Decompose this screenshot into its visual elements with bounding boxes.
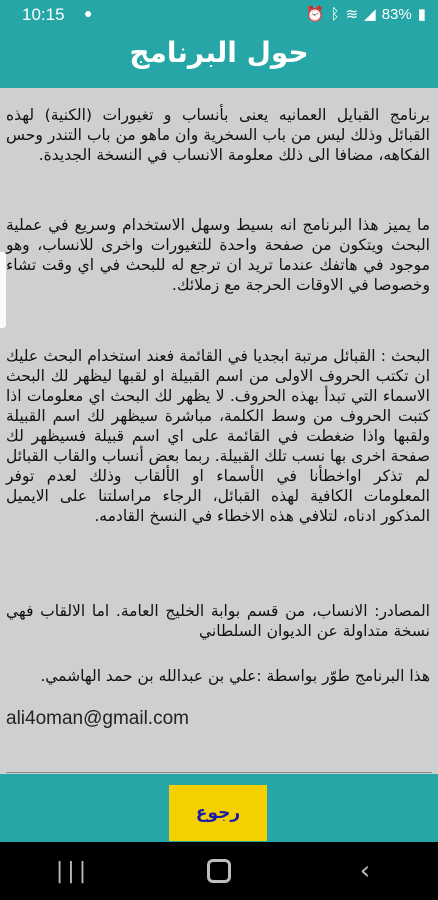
battery-percent: 83%: [381, 5, 412, 23]
about-paragraph-search: البحث : القبائل مرتبة ابجديا في القائمة فعند استخدام البحث عليك ان تكتب الحروف الاولى من اسم القبيلة او لقبها ليظهر لك البحث الاسماء التي تبدأ بهذه الحروف. لا يظهر لك البحث اي معلومات اذا كتبت الحروف من وسط الكلمة، مباشرة سيظهر لك اسم القبيلة ولقبها واذا ضغطت في القائمة على اي اسم قبيلة فسيظهر لك صفحة اخرى بها نسب تلك القبيلة. ربما بعض أنساب والقاب القبائل لم تذكر اواخطأنا في الأسماء او الألقاب وذلك لعدم توفر المعلومات الكافية لهذه القبائل، الرجاء مراسلتنا على الايميل المذكور ادناه، لتلافي هذه الاخطاء في النسخ القادمه.: [6, 347, 430, 525]
notification-icon: ●: [84, 5, 93, 21]
status-icons: [306, 5, 426, 23]
alarm-icon: ⏰: [305, 6, 325, 23]
system-nav-bar: [0, 842, 438, 900]
status-bar: [0, 0, 438, 30]
signal-icon: ◢: [364, 6, 376, 23]
about-paragraph-developer: هذا البرنامج طوّر بواسطة :علي بن عبدالله بن حمد الهاشمي.: [40, 667, 430, 685]
back-button[interactable]: رجوع: [169, 785, 267, 841]
battery-icon: ▮: [417, 6, 426, 23]
page-title: حول البرنامج: [129, 36, 309, 69]
about-paragraph-sources: المصادر: الانساب، من قسم بوابة الخليج العامة. اما الالقاب فهي نسخة متداولة عن الديوان السلطاني: [6, 602, 430, 640]
contact-email[interactable]: ali4oman@gmail.com: [6, 708, 189, 729]
nav-back-icon[interactable]: ‹: [359, 856, 371, 886]
home-icon[interactable]: [189, 851, 249, 891]
about-paragraph-intro: برنامج القبايل العمانيه يعنى بأنساب و تغيورات (الكنية) لهذه القبائل وذلك ليس من باب السخرية وان ماهو من باب التندر وحس الفكاهه، مضافا الى ذلك معلومة الانساب في النسخة الجديدة.: [6, 106, 430, 164]
divider: [6, 772, 432, 773]
wifi-icon: ≋: [345, 6, 359, 23]
title-bar: [0, 30, 438, 88]
about-paragraph-features: ما يميز هذا البرنامج انه بسيط وسهل الاستخدام وسريع في عملية البحث ويتكون من صفحة واحدة للتغيورات واخرى للانساب، وهو موجود في هاتفك عندما تريد ان ترجع له للبحث في اي وقت تشاء وخصوصا في الاوقات الحرجة مع زملائك.: [6, 216, 430, 294]
status-time: 10:15: [22, 5, 65, 24]
footer-bar: [0, 774, 438, 842]
bluetooth-icon: ᛒ: [330, 5, 340, 23]
recent-apps-icon[interactable]: |||: [55, 858, 91, 884]
edge-panel-handle[interactable]: [0, 252, 6, 328]
about-content: [0, 88, 438, 774]
